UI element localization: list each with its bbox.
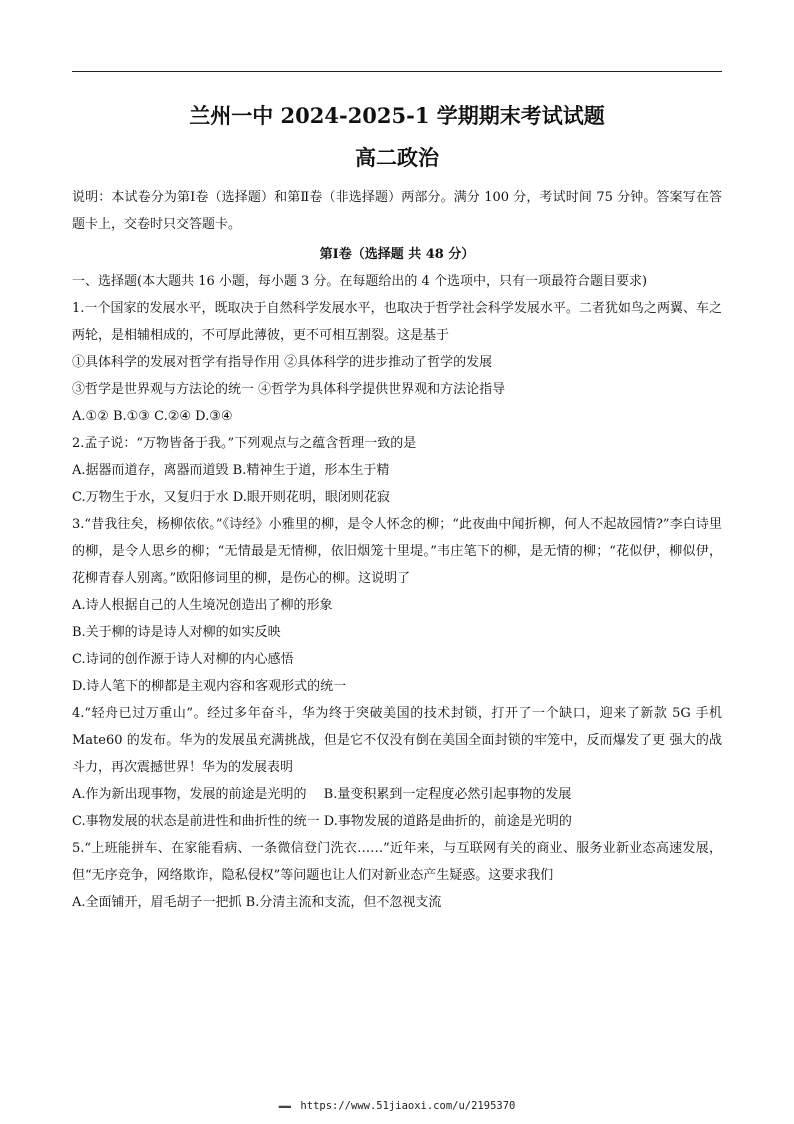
page-footer (0, 1100, 794, 1112)
question-options: A.①② B.①③ C.②④ D.③④ (72, 409, 233, 424)
question-option: A.诗人根据自己的人生境况创造出了柳的形象 (72, 598, 333, 613)
question-stem: 2.孟子说：“万物皆备于我。”下列观点与之蕴含哲理一致的是 (72, 436, 417, 451)
header-rule (72, 71, 722, 72)
question-options: A.作为新出现事物，发展的前途是光明的 B.量变积累到一定程度必然引起事物的发展 (72, 787, 572, 802)
question (72, 511, 722, 700)
footer-url[interactable]: https://www.51jiaoxi.com/u/2195370 (300, 1100, 516, 1112)
exam-content (72, 184, 722, 916)
question-statement: ①具体科学的发展对哲学有指导作用 ②具体科学的进步推动了哲学的发展 (72, 355, 493, 370)
exam-title: 兰州一中 2024-2025-1 学期期末考试试题 (189, 103, 605, 128)
question-option: D.诗人笔下的柳都是主观内容和客观形式的统一 (72, 679, 347, 694)
question-option: B.关于柳的诗是诗人对柳的如实反映 (72, 625, 281, 640)
question-options: C.万物生于水，又复归于水 D.眼开则花明，眼闭则花寂 (72, 490, 390, 505)
question-stem: 1.一个国家的发展水平，既取决于自然科学发展水平，也取决于哲学社会科学发展水平。二者犹如鸟之两翼、车之两轮，是相辅相成的，不可厚此薄彼，更不可相互割裂。这是基于 (72, 301, 722, 343)
question (72, 430, 722, 511)
question-stem: 4.“轻舟已过万重山”。经过多年奋斗，华为终于突破美国的技术封锁，打开了一个缺口，迎来了新款 5G 手机 Mate60 的发布。华为的发展虽充满挑战，但是它不仅没有倒在美国全面封锁的牢笼中，反而爆发了更 强大的战斗力，再次震撼世界！华为的发展表明 (72, 706, 722, 775)
question (72, 835, 722, 916)
section-title: 第Ⅰ卷（选择题 共 48 分） (319, 247, 475, 262)
question-stem: 3.“昔我往矣，杨柳依依。”《诗经》小雅里的柳，是令人怀念的柳；“此夜曲中闻折柳，何人不起故园情?”李白诗里的柳，是令人思乡的柳；“无情最是无情柳，依旧烟笼十里堤。”韦庄笔下的柳，是无情的柳；“花似伊，柳似伊，花柳青春人别离。”欧阳修词里的柳，是伤心的柳。这说明了 (72, 517, 722, 586)
instructions: 说明：本试卷分为第Ⅰ卷（选择题）和第Ⅱ卷（非选择题）两部分。满分 100 分，考试时间 75 分钟。答案写在答题卡上，交卷时只交答题卡。 (72, 190, 722, 232)
question-statement: ③哲学是世界观与方法论的统一 ④哲学为具体科学提供世界观和方法论指导 (72, 382, 506, 397)
exam-subject: 高二政治 (355, 145, 439, 170)
section-intro: 一、选择题(本大题共 16 小题，每小题 3 分。在每题给出的 4 个选项中，只有一项最符合题目要求) (72, 274, 648, 289)
question (72, 295, 722, 430)
question-options: A.据器而道存，离器而道毁 B.精神生于道，形本生于精 (72, 463, 390, 478)
question-option: C.诗词的创作源于诗人对柳的内心感悟 (72, 652, 294, 667)
footer-decoration: ▬▬▬ (278, 1102, 291, 1111)
question (72, 700, 722, 835)
question-options: C.事物发展的状态是前进性和曲折性的统一 D.事物发展的道路是曲折的，前途是光明的 (72, 814, 572, 829)
question-options: A.全面铺开，眉毛胡子一把抓 B.分清主流和支流，但不忽视支流 (72, 895, 442, 910)
question-stem: 5.“上班能拼车、在家能看病、一条微信登门洗衣……”近年来，与互联网有关的商业、服务业新业态高速发展，但“无序竞争，网络欺诈，隐私侵权”等问题也让人们对新业态产生疑惑。这要求我们 (72, 841, 722, 883)
